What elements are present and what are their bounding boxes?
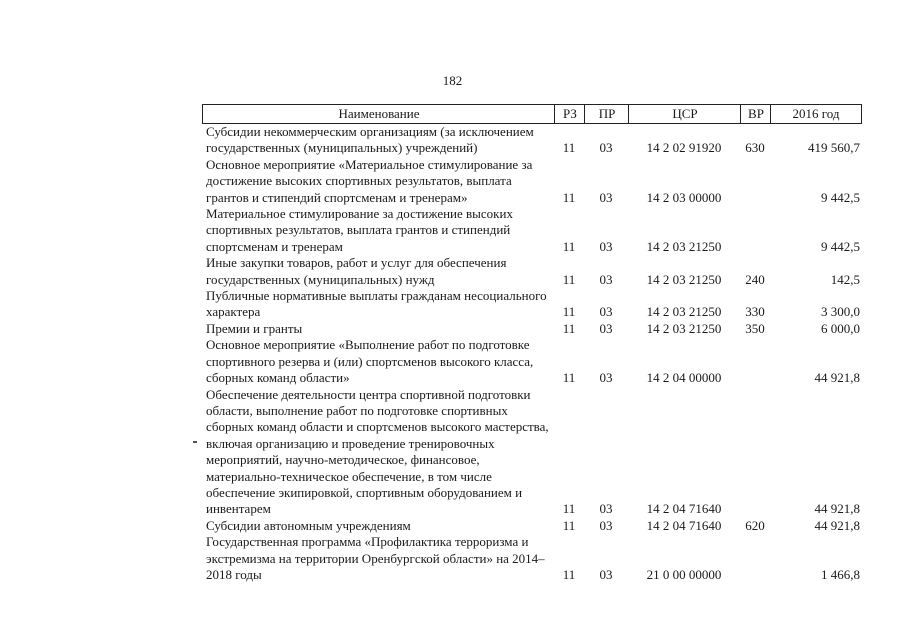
margin-mark [193,441,197,443]
page-number: 182 [442,73,463,88]
row-name-line: спортсменам и тренерам [206,238,343,254]
table-row [202,337,862,386]
row-rz: 11 [562,320,576,336]
row-sum: 44 921,8 [814,370,860,386]
row-pr: 03 [599,140,613,156]
row-name-line: Публичные нормативные выплаты гражданам несоциального [206,288,547,304]
table-row [202,518,862,534]
row-name [202,124,554,157]
row-pr: 03 [599,271,613,287]
row-name-line: мероприятий, научно-методическое, финансовое, [206,452,480,468]
row-csr: 21 0 00 00000 [646,566,722,582]
row-name [202,321,554,337]
row-name-line: государственных (муниципальных) нужд [206,271,435,287]
row-name [202,518,554,534]
row-sum: 419 560,7 [808,140,860,156]
table-row [202,206,862,255]
row-csr: 14 2 04 00000 [646,370,722,386]
row-name-line: Основное мероприятие «Выполнение работ по подготовке [206,337,530,353]
row-sum: 3 300,0 [821,304,860,320]
table-row [202,157,862,206]
row-name-line: Материальное стимулирование за достижение высоких [206,206,513,222]
row-rz: 11 [562,517,576,533]
row-name-line: достижение высоких спортивных результатов, выплата [206,173,512,189]
row-vr: 240 [745,271,765,287]
row-name [202,255,554,288]
table-row [202,321,862,337]
row-name [202,534,554,583]
header-rz: РЗ [554,105,585,123]
row-rz: 11 [562,501,576,517]
row-name-line: сборных команд области» [206,370,350,386]
row-pr: 03 [599,189,613,205]
row-name [202,206,554,255]
row-name-line: грантов и стипендий спортсменам и тренерам» [206,189,468,205]
row-csr: 14 2 04 71640 [646,501,722,517]
row-sum: 1 466,8 [821,566,860,582]
row-vr: 630 [745,140,765,156]
row-rz: 11 [562,238,576,254]
row-pr: 03 [599,238,613,254]
row-name-line: Основное мероприятие «Материальное стимулирование за [206,156,533,172]
row-name-line: спортивных результатов, выплата грантов и стипендий [206,222,511,238]
row-pr: 03 [599,566,613,582]
row-name [202,157,554,206]
table-row [202,387,862,518]
row-sum: 142,5 [830,271,860,287]
row-name-line: инвентарем [206,501,271,517]
row-name-line: обеспечение экипировкой, спортивным оборудованием и [206,484,523,500]
row-name-line: 2018 годы [206,566,262,582]
row-name-line: характера [206,304,261,320]
row-sum: 44 921,8 [814,501,860,517]
row-pr: 03 [599,320,613,336]
header-year: 2016 год [770,105,862,123]
row-sum: 44 921,8 [814,517,860,533]
row-vr: 350 [745,320,765,336]
row-pr: 03 [599,517,613,533]
table-header [202,104,862,124]
row-rz: 11 [562,271,576,287]
row-rz: 11 [562,189,576,205]
header-pr: ПР [584,105,629,123]
row-vr: 330 [745,304,765,320]
table-row [202,534,862,583]
row-csr: 14 2 03 21250 [646,304,722,320]
row-name-line: Иные закупки товаров, работ и услуг для обеспечения [206,255,507,271]
row-vr: 620 [745,517,765,533]
row-name [202,387,554,518]
row-name-line: спортивного резерва и (или) спортсменов высокого класса, [206,353,534,369]
header-name: Наименование [202,105,555,123]
row-csr: 14 2 04 71640 [646,517,722,533]
header-csr: ЦСР [628,105,741,123]
row-pr: 03 [599,501,613,517]
row-name-line: области, выполнение работ по подготовке спортивных [206,402,508,418]
row-sum: 9 442,5 [821,238,860,254]
row-rz: 11 [562,566,576,582]
row-sum: 9 442,5 [821,189,860,205]
row-pr: 03 [599,304,613,320]
row-rz: 11 [562,304,576,320]
row-csr: 14 2 03 21250 [646,320,722,336]
budget-table [202,104,862,583]
row-name-line: Премии и гранты [206,320,303,336]
row-name-line: Субсидии некоммерческим организациям (за исключением [206,124,534,139]
row-csr: 14 2 02 91920 [646,140,722,156]
row-name-line: экстремизма на территории Оренбургской области» на 2014– [206,550,545,566]
row-sum: 6 000,0 [821,320,860,336]
row-name-line: Субсидии автономным учреждениям [206,517,411,533]
row-name-line: государственных (муниципальных) учреждений) [206,140,478,156]
row-name [202,288,554,321]
row-csr: 14 2 03 21250 [646,238,722,254]
table-row [202,124,862,157]
row-pr: 03 [599,370,613,386]
row-name [202,337,554,386]
row-name-line: включая организацию и проведение тренировочных [206,435,495,451]
row-name-line: сборных команд области и спортсменов высокого мастерства, [206,419,549,435]
table-body [202,124,862,583]
row-name-line: материально-техническое обеспечение, в том числе [206,468,492,484]
row-name-line: Обеспечение деятельности центра спортивной подготовки [206,386,531,402]
row-rz: 11 [562,140,576,156]
row-rz: 11 [562,370,576,386]
header-vr: ВР [740,105,771,123]
table-row [202,288,862,321]
row-csr: 14 2 03 21250 [646,271,722,287]
row-name-line: Государственная программа «Профилактика терроризма и [206,534,529,550]
row-csr: 14 2 03 00000 [646,189,722,205]
table-row [202,255,862,288]
